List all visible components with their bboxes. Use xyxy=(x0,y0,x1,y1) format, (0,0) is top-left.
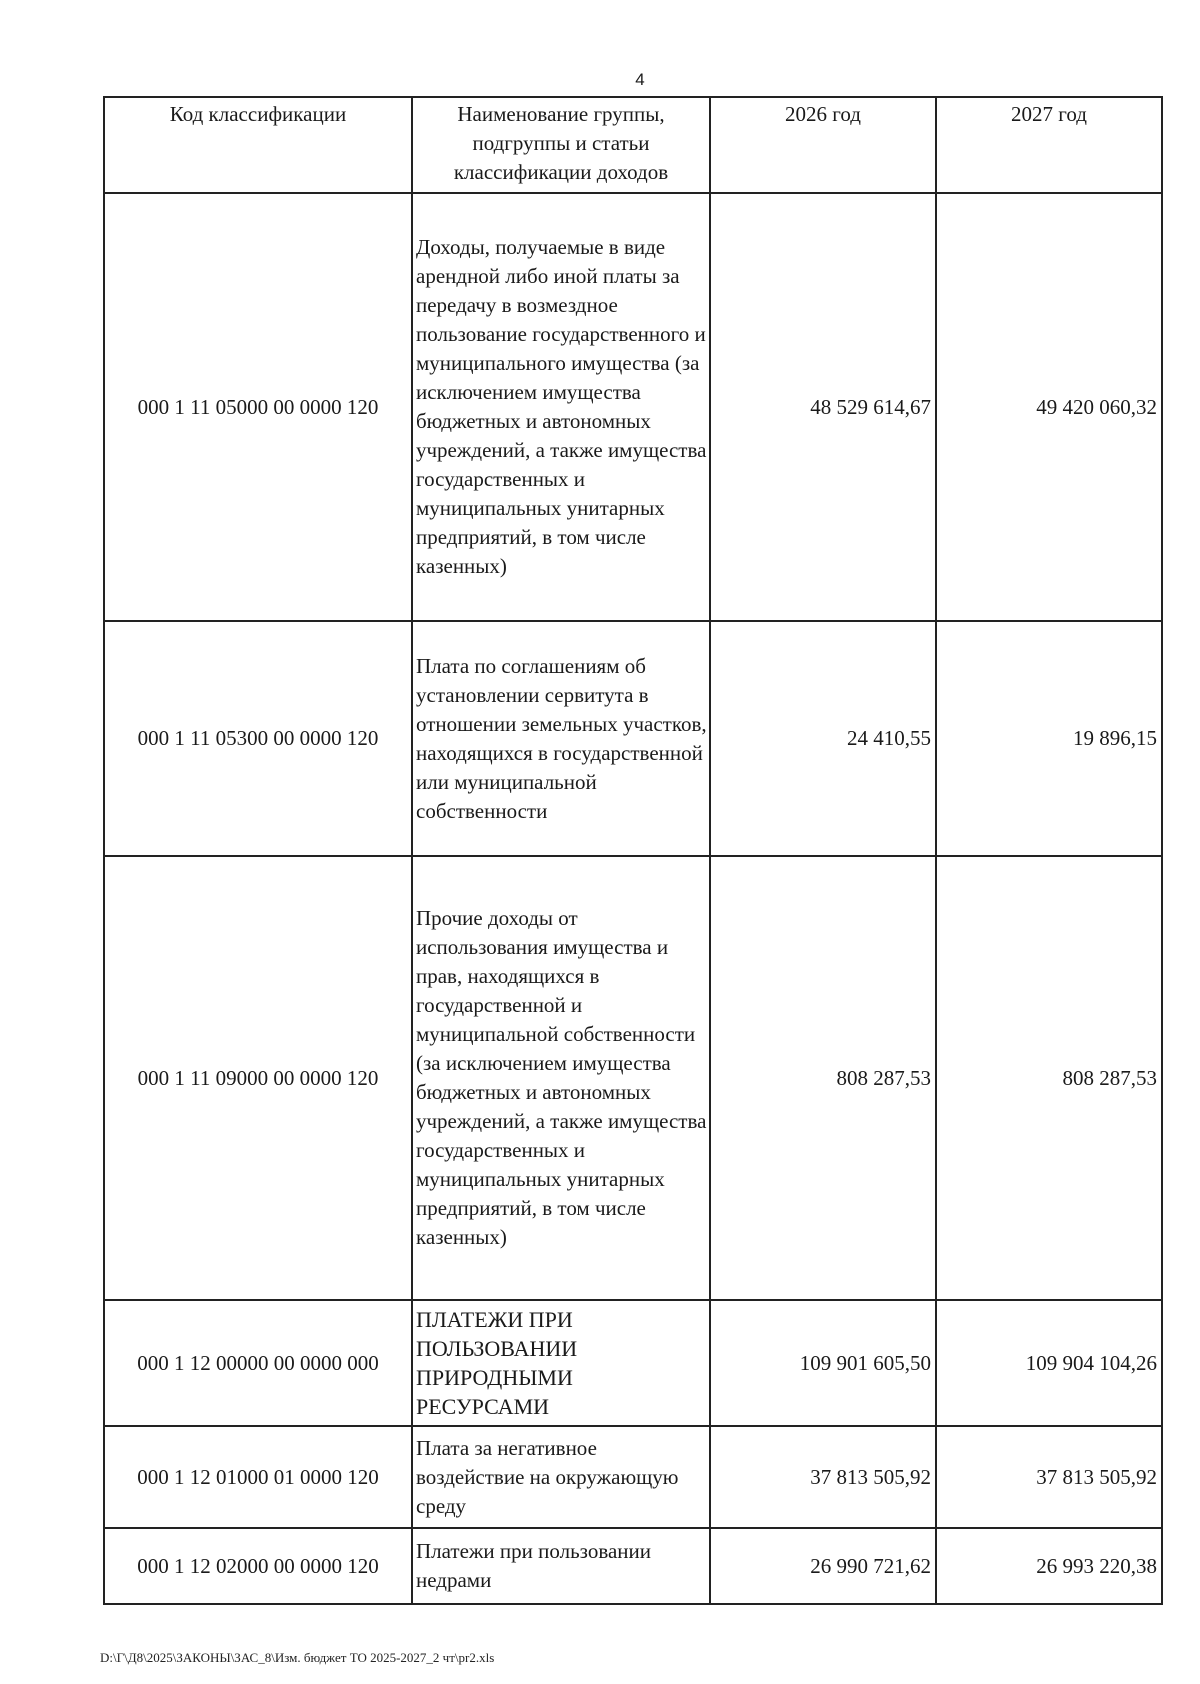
row-value-2027: 26 993 220,38 xyxy=(936,1528,1162,1604)
row-name: Плата по соглашениям об установлении сервитута в отношении земельных участков, находящихся в государственной или муниципальной собственности xyxy=(412,621,710,856)
row-value-2027: 49 420 060,32 xyxy=(936,193,1162,621)
row-name: Плата за негативное воздействие на окружающую среду xyxy=(412,1426,710,1528)
table-row xyxy=(104,1426,1162,1528)
row-code: 000 1 12 01000 01 0000 120 xyxy=(104,1426,412,1528)
row-value-2026: 808 287,53 xyxy=(710,856,936,1300)
header-classification-code: Код классификации xyxy=(104,97,412,193)
row-value-2027: 808 287,53 xyxy=(936,856,1162,1300)
header-year-2027: 2027 год xyxy=(936,97,1162,193)
page-number: 4 xyxy=(635,70,645,89)
table-row xyxy=(104,1528,1162,1604)
row-code: 000 1 11 05000 00 0000 120 xyxy=(104,193,412,621)
row-code: 000 1 11 09000 00 0000 120 xyxy=(104,856,412,1300)
table-row xyxy=(104,856,1162,1300)
income-classification-table xyxy=(103,96,1163,1605)
table-header-row xyxy=(104,97,1162,193)
table-row xyxy=(104,1300,1162,1426)
row-value-2026: 24 410,55 xyxy=(710,621,936,856)
header-year-2026: 2026 год xyxy=(710,97,936,193)
row-code: 000 1 12 00000 00 0000 000 xyxy=(104,1300,412,1426)
table-row xyxy=(104,193,1162,621)
file-path-footer: D:\Г\Д8\2025\ЗАКОНЫ\ЗАС_8\Изм. бюджет ТО 2025-2027_2 чт\pr2.xls xyxy=(100,1650,495,1665)
header-group-name: Наименование группы, подгруппы и статьи классификации доходов xyxy=(412,97,710,193)
row-value-2026: 109 901 605,50 xyxy=(710,1300,936,1426)
table-row xyxy=(104,621,1162,856)
row-value-2026: 26 990 721,62 xyxy=(710,1528,936,1604)
row-code: 000 1 11 05300 00 0000 120 xyxy=(104,621,412,856)
row-name: Прочие доходы от использования имущества и прав, находящихся в государственной и муниципальной собственности (за исключением имущества бюджетных и автономных учреждений, а также имущества государственных и муниципальных унитарных предприятий, в том числе казенных) xyxy=(412,856,710,1300)
row-value-2026: 48 529 614,67 xyxy=(710,193,936,621)
row-code: 000 1 12 02000 00 0000 120 xyxy=(104,1528,412,1604)
row-name: Платежи при пользовании недрами xyxy=(412,1528,710,1604)
row-value-2026: 37 813 505,92 xyxy=(710,1426,936,1528)
row-name: ПЛАТЕЖИ ПРИ ПОЛЬЗОВАНИИ ПРИРОДНЫМИ РЕСУРСАМИ xyxy=(412,1300,710,1426)
row-value-2027: 37 813 505,92 xyxy=(936,1426,1162,1528)
row-value-2027: 109 904 104,26 xyxy=(936,1300,1162,1426)
row-name: Доходы, получаемые в виде арендной либо иной платы за передачу в возмездное пользование государственного и муниципального имущества (за исключением имущества бюджетных и автономных учреждений, а также имущества государственных и муниципальных унитарных предприятий, в том числе казенных) xyxy=(412,193,710,621)
row-value-2027: 19 896,15 xyxy=(936,621,1162,856)
